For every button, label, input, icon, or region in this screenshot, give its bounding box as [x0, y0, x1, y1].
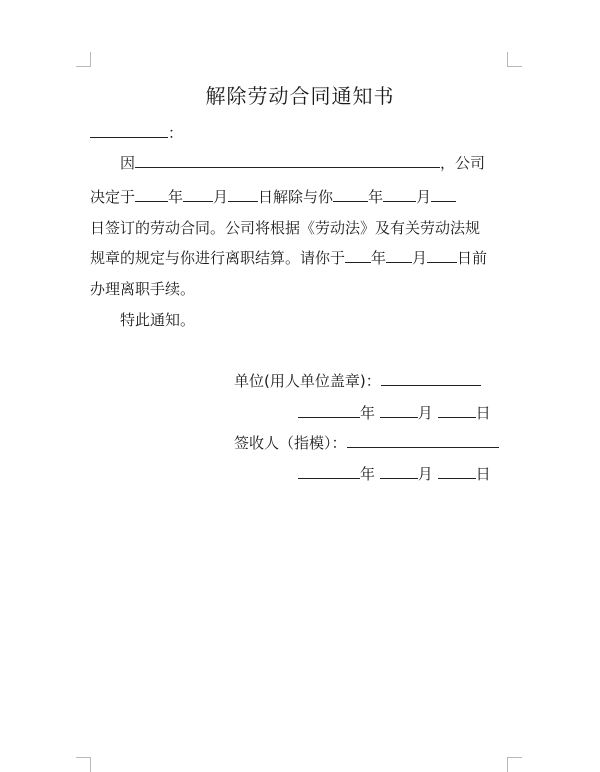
unit-stamp-line: 单位(用人单位盖章)： — [234, 370, 481, 392]
year-blank[interactable] — [298, 402, 360, 418]
signer-line: 签收人（指模）： — [234, 432, 499, 454]
year-blank[interactable] — [298, 463, 360, 479]
recipient-name-blank[interactable] — [90, 122, 168, 138]
day-blank[interactable] — [438, 402, 476, 418]
unit-stamp-blank[interactable] — [381, 370, 481, 386]
year-blank[interactable] — [333, 186, 368, 202]
page-corner-mark — [76, 52, 91, 67]
signer-date-line: 年 月 日 — [298, 463, 491, 485]
month-blank[interactable] — [183, 186, 213, 202]
day-blank[interactable] — [438, 463, 476, 479]
month-blank[interactable] — [380, 402, 418, 418]
day-blank[interactable] — [431, 186, 456, 202]
reason-blank[interactable] — [135, 152, 440, 168]
page-corner-mark — [507, 52, 522, 67]
paragraph-line: 规章的规定与你进行离职结算。请你于 年 月 日前 — [90, 249, 488, 267]
day-blank[interactable] — [228, 186, 258, 202]
year-blank[interactable] — [345, 247, 371, 263]
month-blank[interactable] — [386, 247, 412, 263]
unit-date-line: 年 月 日 — [298, 402, 491, 424]
day-blank[interactable] — [427, 247, 457, 263]
month-blank[interactable] — [383, 186, 416, 202]
month-blank[interactable] — [380, 463, 418, 479]
notice-closing: 特此通知。 — [120, 311, 196, 329]
paragraph-line: 决定于 年 月 日解除与你 年 月 — [90, 186, 456, 208]
page-corner-mark — [76, 757, 91, 772]
document-title: 解除劳动合同通知书 — [205, 84, 395, 108]
paragraph-line: 日签订的劳动合同。公司将根据《劳动法》及有关劳动法规 — [90, 219, 481, 237]
year-blank[interactable] — [135, 186, 168, 202]
signer-blank[interactable] — [347, 432, 499, 448]
paragraph-line: 因 ，公司 — [120, 154, 486, 172]
page-corner-mark — [507, 757, 522, 772]
salutation-line: ： — [90, 122, 183, 144]
paragraph-line: 办理离职手续。 — [90, 280, 196, 298]
